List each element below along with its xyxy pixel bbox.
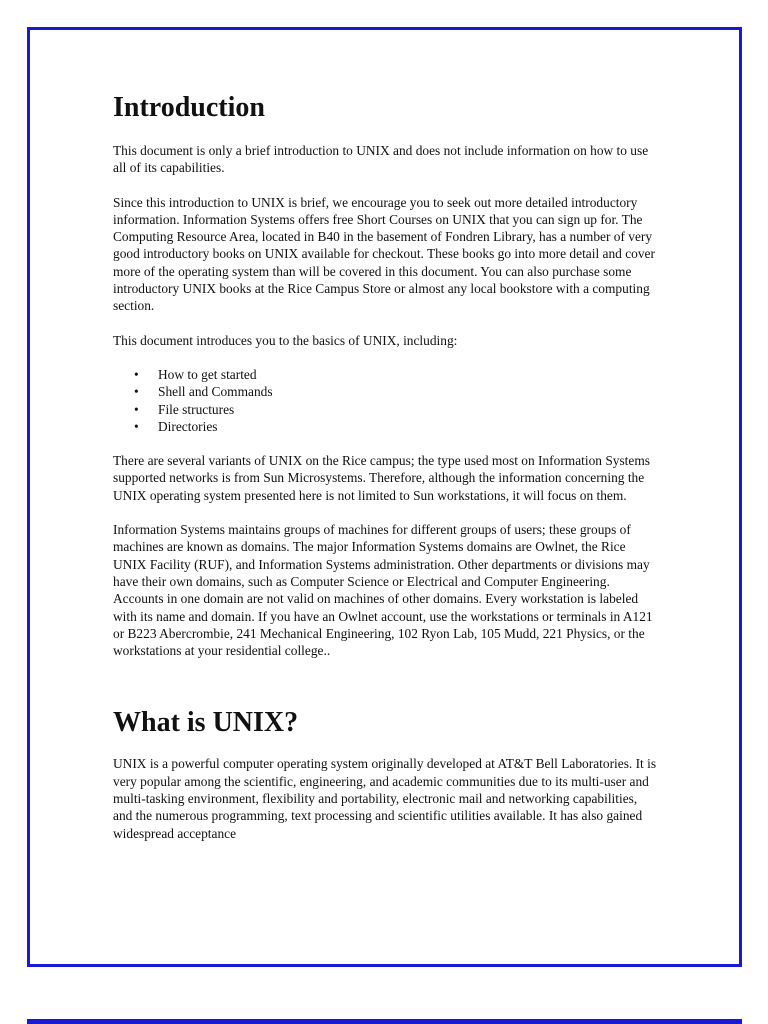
topics-list [113, 366, 658, 435]
document-body [113, 90, 658, 842]
intro-paragraph-2: Since this introduction to UNIX is brief, we encourage you to seek out more detailed introductory information. Information Systems offers free Short Courses on UNIX that you can sign up for. The Computing Resource Area, located in B40 in the basement of Fondren Library, has a number of very good introductory books on UNIX available for checkout. These books go into more detail and cover more of the operating system than will be covered in this document. You can also purchase some introductory UNIX books at the Rice Campus Store or almost any local bookstore with a computing section. [113, 194, 655, 314]
list-item: • File structures [134, 401, 235, 417]
list-item: • Directories [134, 418, 218, 434]
bullet-icon: • [134, 401, 139, 417]
next-page-border [27, 1019, 742, 1024]
bullet-icon: • [134, 384, 139, 400]
intro-paragraph-3: This document introduces you to the basics of UNIX, including: [113, 332, 458, 348]
intro-paragraph-5: Information Systems maintains groups of machines for different groups of users; these groups of machines are known as domains. The major Information Systems domains are Owlnet, the Rice UNIX Facility (RUF), and Information Systems administration. Other departments or divisions may have their own domains, such as Computer Science or Electrical and Computer Engineering. Accounts in one domain are not valid on machines of other domains. Every workstation is labeled with its name and domain. If you have an Owlnet account, use the workstations or terminals in A121 or B223 Abercrombie, 241 Mechanical Engineering, 102 Ryon Lab, 105 Mudd, 221 Physics, or the workstations at your residential college.. [113, 522, 653, 659]
list-item: • How to get started [134, 366, 257, 382]
unix-paragraph-1: UNIX is a powerful computer operating system originally developed at AT&T Bell Laboratories. It is very popular among the scientific, engineering, and academic communities due to its multi-user and multi-tasking environment, flexibility and portability, electronic mail and networking capabilities, and the numerous programming, text processing and scientific utilities available. It has also gained widespread acceptance [113, 756, 657, 841]
intro-paragraph-1: This document is only a brief introduction to UNIX and does not include information on how to use all of its capabilities. [113, 143, 649, 176]
introduction-heading: Introduction [113, 92, 265, 123]
list-item: • Shell and Commands [134, 384, 273, 400]
bullet-icon: • [134, 418, 139, 434]
bullet-icon: • [134, 366, 139, 382]
intro-paragraph-4: There are several variants of UNIX on the Rice campus; the type used most on Information Systems supported networks is from Sun Microsystems. Therefore, although the information concerning the UNIX operating system presented here is not limited to Sun workstations, it will focus on them. [113, 453, 650, 503]
what-is-unix-heading: What is UNIX? [113, 707, 299, 739]
